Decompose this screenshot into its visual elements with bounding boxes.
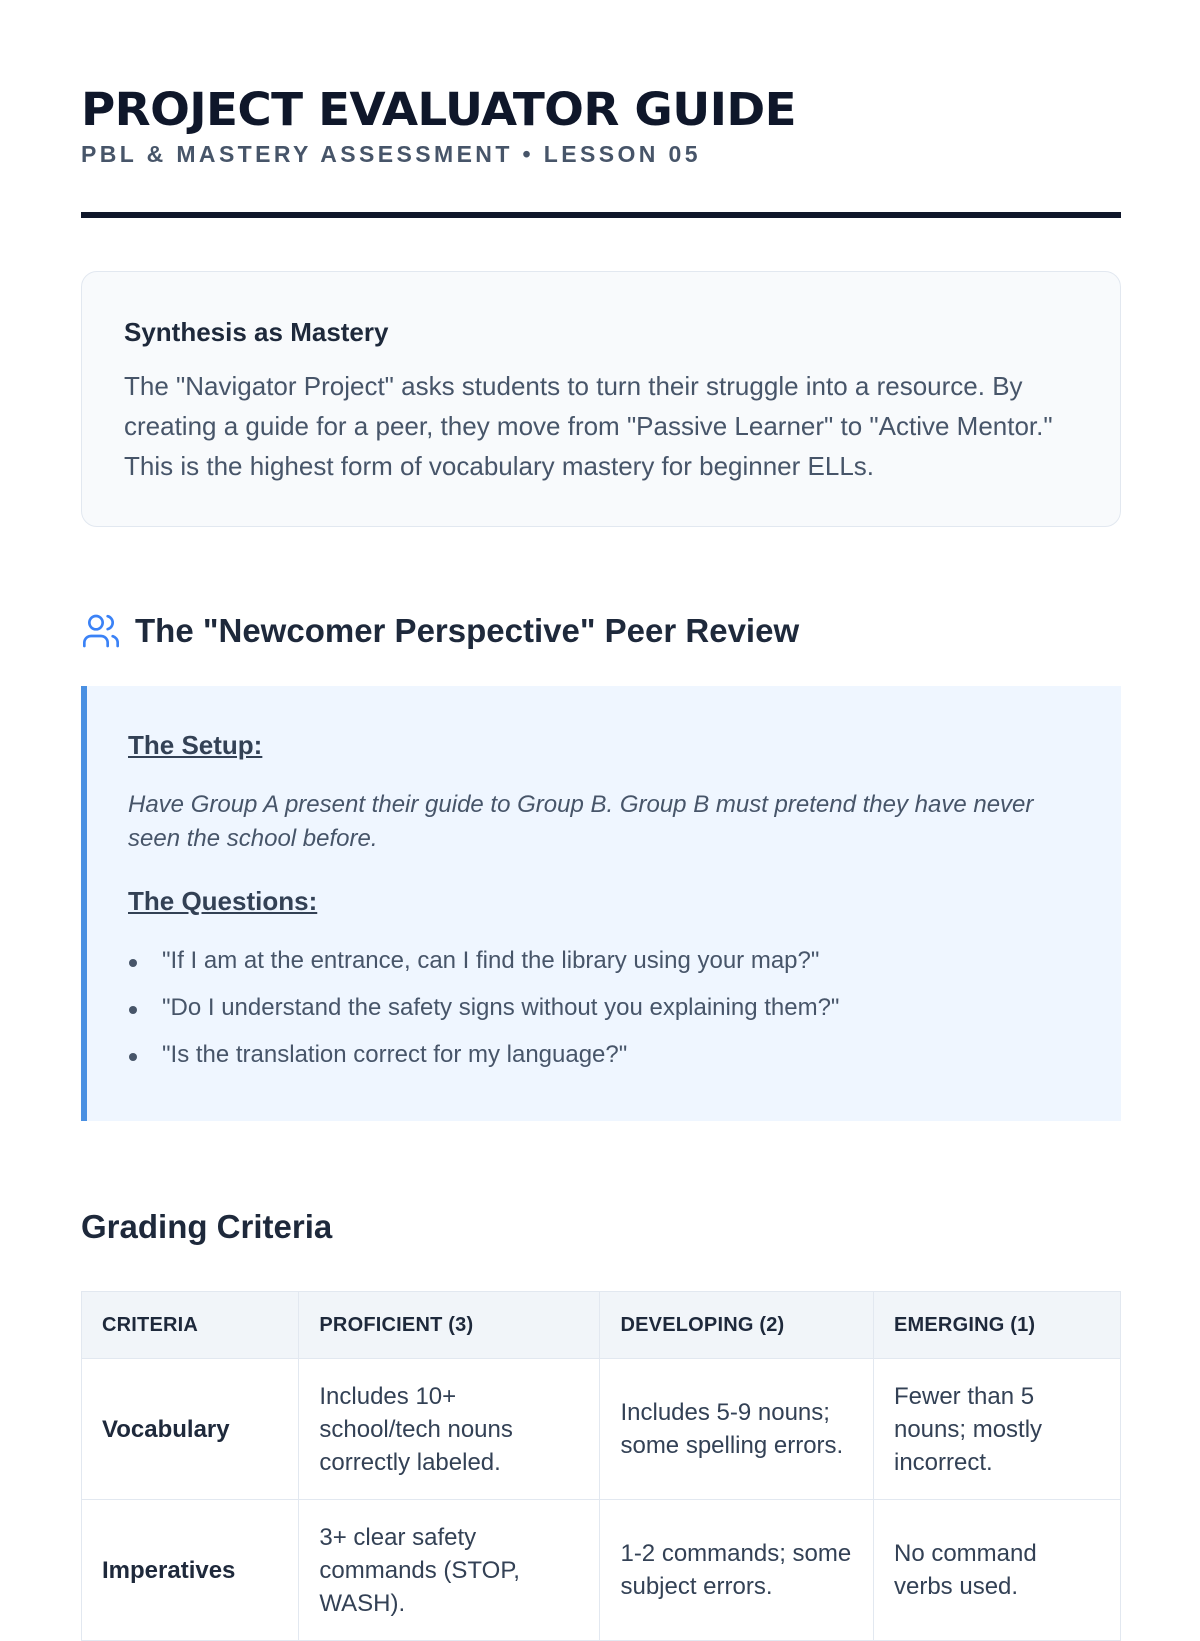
grading-table [81,1291,1121,1641]
developing-cell: 1-2 commands; some subject errors. [600,1500,874,1641]
intro-text: The "Navigator Project" asks students to turn their struggle into a resource. By creating a guide for a peer, they move from "Passive Learner" to "Active Mentor." This is the highest form of vocabulary mastery for beginner ELLs. [124,371,1053,481]
list-item: "If I am at the entrance, can I find the library using your map?" [128,944,1081,978]
header-developing: DEVELOPING (2) [600,1292,874,1359]
emerging-cell: Fewer than 5 nouns; mostly incorrect. [873,1359,1120,1500]
setup-text: Have Group A present their guide to Group B. Group B must pretend they have never seen the school before. [128,791,1034,852]
table-row [82,1500,1121,1641]
header-divider [81,212,1121,218]
setup-label: The Setup: [128,730,263,760]
peer-review-callout [81,686,1121,1121]
peer-review-header [81,607,1120,655]
list-item: "Do I understand the safety signs without you explaining them?" [128,991,1081,1025]
list-item: "Is the translation correct for my language?" [128,1038,1081,1072]
proficient-cell: 3+ clear safety commands (STOP, WASH). [299,1500,600,1641]
questions-label: The Questions: [128,886,318,916]
page-subtitle: PBL & MASTERY ASSESSMENT • LESSON 05 [81,141,701,167]
emerging-cell: No command verbs used. [873,1500,1120,1641]
intro-title: Synthesis as Mastery [124,317,389,347]
table-header-row [82,1292,1121,1359]
header-criteria: CRITERIA [82,1292,299,1359]
grading-title: Grading Criteria [81,1208,333,1245]
users-icon [81,611,121,651]
intro-card [81,271,1121,527]
criteria-cell: Vocabulary [82,1359,299,1500]
peer-review-title: The "Newcomer Perspective" Peer Review [135,612,800,649]
header-emerging: EMERGING (1) [873,1292,1120,1359]
header-proficient: PROFICIENT (3) [299,1292,600,1359]
criteria-cell: Imperatives [82,1500,299,1641]
table-row [82,1359,1121,1500]
page-title: PROJECT EVALUATOR GUIDE [81,83,796,136]
questions-list [128,944,1081,1072]
proficient-cell: Includes 10+ school/tech nouns correctly labeled. [299,1359,600,1500]
developing-cell: Includes 5-9 nouns; some spelling errors. [600,1359,874,1500]
